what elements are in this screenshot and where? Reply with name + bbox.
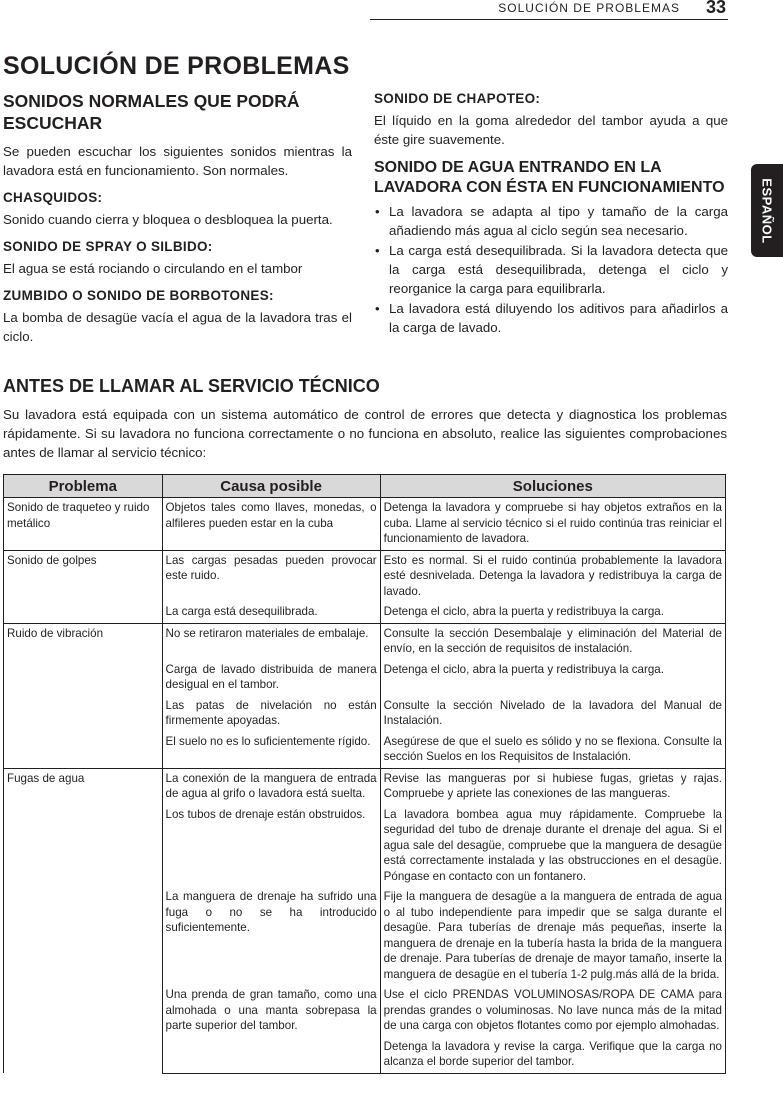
- service-title: ANTES DE LLAMAR AL SERVICIO TÉCNICO: [3, 376, 380, 396]
- water-bullets: [374, 202, 728, 337]
- solution-cell: Revise las mangueras por si hubiese fugas, grietas y rajas. Compruebe y apriete las conexiones de las mangueras.: [380, 768, 725, 805]
- page-header: [370, 0, 728, 20]
- cause-cell: La conexión de la manguera de entrada de agua al grifo o lavadora está suelta.: [162, 768, 380, 805]
- column-header: Soluciones: [380, 475, 725, 498]
- table-row: [4, 498, 726, 551]
- solution-cell: Consulte la sección Desembalaje y eliminación del Material de envío, en la sección de requisitos de instalación.: [380, 623, 725, 660]
- header-title: SOLUCIÓN DE PROBLEMAS: [498, 1, 680, 15]
- water-heading: SONIDO DE AGUA ENTRANDO EN LA LAVADORA CON ÉSTA EN FUNCIONAMIENTO: [374, 159, 725, 196]
- list-item: • La lavadora está diluyendo los aditivos para añadirlos a la carga de lavado.: [374, 299, 728, 337]
- normal-sounds-title: SONIDOS NORMALES QUE PODRÁ ESCUCHAR: [3, 91, 300, 133]
- cause-cell: El suelo no es lo suficientemente rígido.: [162, 732, 380, 769]
- language-tab: [751, 164, 783, 257]
- list-item: • La lavadora se adapta al tipo y tamaño de la carga añadiendo más agua al ciclo según sea necesario.: [374, 202, 728, 240]
- left-column: [3, 90, 352, 355]
- problem-cell: Sonido de golpes: [4, 550, 163, 623]
- cause-cell: Objetos tales como llaves, monedas, o alfileres pueden estar en la cuba: [162, 498, 380, 551]
- solution-cell: Fije la manguera de desagüe a la manguera de entrada de agua o al tubo independiente para impedir que se salga durante el desagüe. Para tuberías de drenaje más pequeñas, inserte la manguera de drenaje en la tubería hasta la brida de la manguera de drenaje. Para tuberías de drenaje de mayor tamaño, inserte la manguera de desagüe en el tubería 1-2 pulg.más allá de la brida.: [380, 887, 725, 985]
- cause-cell: Las cargas pesadas pueden provocar este ruido.: [162, 550, 380, 602]
- splash-text: El líquido en la goma alrededor del tambor ayuda a que éste gire suavemente.: [374, 113, 728, 147]
- cause-cell: Los tubos de drenaje están obstruidos.: [162, 805, 380, 888]
- problem-cell: Sonido de traqueteo y ruido metálico: [4, 498, 163, 551]
- cause-cell: Carga de lavado distribuida de manera desigual en el tambor.: [162, 660, 380, 696]
- right-column: [374, 90, 728, 338]
- table-row: [4, 550, 726, 602]
- table-header-row: [4, 475, 726, 498]
- splash-heading: SONIDO DE CHAPOTEO:: [374, 91, 541, 106]
- solution-cell: Detenga la lavadora y compruebe si hay objetos extraños en la cuba. Llame al servicio técnico si el ruido continúa tras reiniciar el funcionamiento de lavadora.: [380, 498, 725, 551]
- cause-cell: La carga está desequilibrada.: [162, 602, 380, 623]
- cause-cell: La manguera de drenaje ha sufrido una fuga o no se ha introducido suficientemente.: [162, 887, 380, 985]
- table-row: [4, 768, 726, 805]
- table-row: [4, 623, 726, 660]
- sound-text: La bomba de desagüe vacía el agua de la lavadora tras el ciclo.: [3, 310, 352, 344]
- solution-cell: Detenga la lavadora y revise la carga. Verifique que la carga no alcanza el borde superior del tambor.: [380, 1037, 725, 1074]
- solution-cell: Use el ciclo PRENDAS VOLUMINOSAS/ROPA DE CAMA para prendas grandes o voluminosas. No lave nunca más de la mitad de una carga con objetos flotantes como por ejemplo almohadas.: [380, 985, 725, 1037]
- sound-text: El agua se está rociando o circulando en el tambor: [3, 261, 303, 276]
- sound-heading: ZUMBIDO O SONIDO DE BORBOTONES:: [3, 288, 274, 303]
- solution-cell: Asegúrese de que el suelo es sólido y no se flexiona. Consulte la sección Suelos en los Requisitos de Instalación.: [380, 732, 725, 769]
- normal-sounds-intro: Se pueden escuchar los siguientes sonidos mientras la lavadora está en funcionamiento. Son normales.: [3, 144, 352, 178]
- language-tab-label: ESPAÑOL: [759, 177, 775, 244]
- cause-cell: No se retiraron materiales de embalaje.: [162, 623, 380, 660]
- sound-heading: SONIDO DE SPRAY O SILBIDO:: [3, 239, 213, 254]
- troubleshooting-table: [3, 474, 726, 1074]
- cause-cell: Las patas de nivelación no están firmemente apoyadas.: [162, 696, 380, 732]
- solution-cell: La lavadora bombea agua muy rápidamente. Compruebe la seguridad del tubo de drenaje durante el drenaje del agua. Si el agua sale del desagüe, compruebe que la manguera de desagüe está correctamente instalada y las obstrucciones en el desagüe. Póngase en contacto con un fontanero.: [380, 805, 725, 888]
- sound-heading: CHASQUIDOS:: [3, 190, 103, 205]
- column-header: Problema: [4, 475, 163, 498]
- page-number: 33: [705, 0, 726, 17]
- problem-cell: Fugas de agua: [4, 768, 163, 1073]
- cause-cell: [162, 1037, 380, 1074]
- list-item: • La carga está desequilibrada. Si la lavadora detecta que la carga está desequilibrada, detenga el ciclo y reorganice la carga para equilibrarla.: [374, 241, 728, 298]
- solution-cell: Detenga el ciclo, abra la puerta y redistribuya la carga.: [380, 660, 725, 696]
- solution-cell: Consulte la sección Nivelado de la lavadora del Manual de Instalación.: [380, 696, 725, 732]
- solution-cell: Detenga el ciclo, abra la puerta y redistribuya la carga.: [380, 602, 725, 623]
- page-title: SOLUCIÓN DE PROBLEMAS: [3, 52, 350, 80]
- problem-cell: Ruido de vibración: [4, 623, 163, 768]
- solution-cell: Esto es normal. Si el ruido continúa probablemente la lavadora esté desnivelada. Detenga la lavadora y redistribuya la carga de lavado.: [380, 550, 725, 602]
- column-header: Causa posible: [162, 475, 380, 498]
- sound-text: Sonido cuando cierra y bloquea o desbloquea la puerta.: [3, 212, 333, 227]
- cause-cell: Una prenda de gran tamaño, como una almohada o una manta sobrepasa la parte superior del tambor.: [162, 985, 380, 1037]
- service-intro: Su lavadora está equipada con un sistema automático de control de errores que detecta y diagnostica los problemas rápidamente. Si su lavadora no funciona correctamente o no funciona en absoluto, realice las siguientes comprobaciones antes de llamar al servicio técnico:: [3, 407, 727, 460]
